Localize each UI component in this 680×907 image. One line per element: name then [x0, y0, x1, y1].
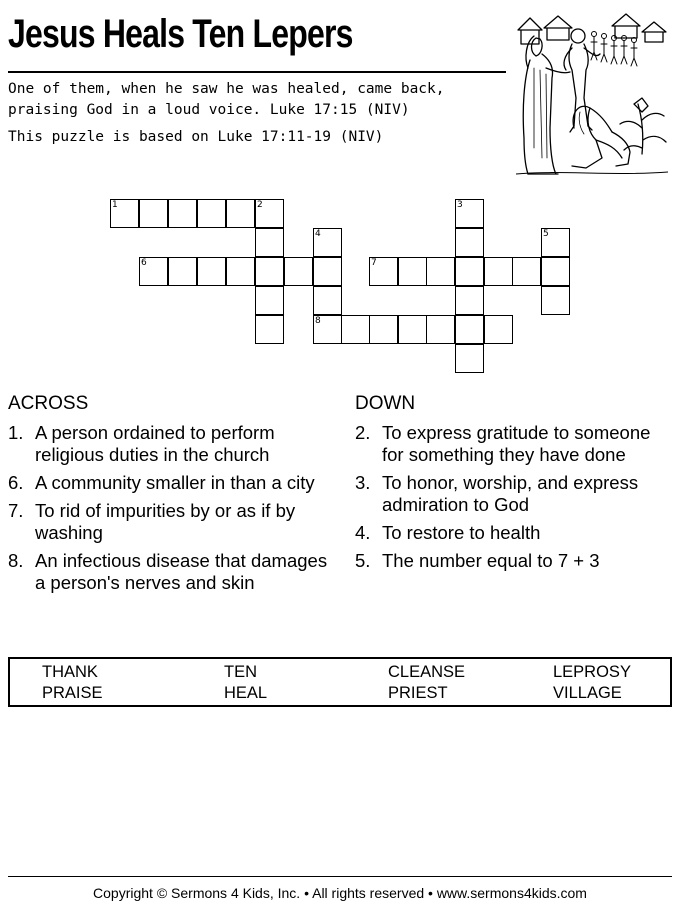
verse-line-1: One of them, when he saw he was healed, came back, — [8, 81, 445, 97]
clue-number-label: 2. — [355, 422, 371, 443]
clue-text: To honor, worship, and express admiration to God — [382, 472, 639, 515]
crossword-cell[interactable] — [369, 257, 398, 286]
crossword-cell[interactable] — [197, 257, 226, 286]
crossword-cell[interactable] — [398, 257, 427, 286]
clue-item — [355, 550, 675, 572]
crossword-cell[interactable] — [197, 199, 226, 228]
clue-number-label: 4. — [355, 522, 371, 543]
clue-number-label: 6. — [8, 472, 24, 493]
clue-item — [355, 472, 675, 516]
clue-number: 4 — [315, 229, 321, 239]
clue-item — [8, 550, 328, 594]
clue-number-label: 8. — [8, 550, 24, 571]
footer-divider — [8, 876, 672, 877]
crossword-cell[interactable] — [455, 199, 484, 228]
clue-number: 3 — [457, 200, 463, 210]
clue-text: To rid of impurities by or as if by washing — [35, 500, 296, 543]
crossword-cell[interactable] — [398, 315, 427, 344]
crossword-cell[interactable] — [455, 257, 484, 286]
crossword-cell[interactable] — [512, 257, 541, 286]
crossword-cell[interactable] — [541, 257, 570, 286]
clue-number-label: 7. — [8, 500, 24, 521]
crossword-cell[interactable] — [313, 286, 342, 315]
crossword-cell[interactable] — [168, 199, 197, 228]
clue-item — [8, 500, 328, 544]
crossword-cell[interactable] — [369, 315, 398, 344]
clue-number: 1 — [112, 200, 118, 210]
crossword-cell[interactable] — [484, 315, 513, 344]
word-bank-item: PRAISE — [42, 684, 103, 702]
word-bank-item: VILLAGE — [553, 684, 622, 702]
word-bank-item: CLEANSE — [388, 663, 466, 681]
crossword-cell[interactable] — [255, 315, 284, 344]
clue-number: 6 — [141, 258, 147, 268]
word-bank-item: TEN — [224, 663, 257, 681]
clue-item — [355, 522, 675, 544]
crossword-cell[interactable] — [541, 286, 570, 315]
copyright-footer: Copyright © Sermons 4 Kids, Inc. • All rights reserved • www.sermons4kids.com — [93, 885, 587, 901]
clue-item — [8, 472, 328, 494]
crossword-cell[interactable] — [255, 257, 284, 286]
across-heading: ACROSS — [8, 393, 89, 414]
clue-text: A person ordained to perform religious duties in the church — [35, 422, 275, 465]
crossword-cell[interactable] — [226, 199, 255, 228]
clue-number: 5 — [543, 229, 549, 239]
word-bank-item: HEAL — [224, 684, 268, 702]
crossword-cell[interactable] — [255, 199, 284, 228]
down-clues — [355, 392, 675, 578]
crossword-cell[interactable] — [541, 228, 570, 257]
clue-number-label: 3. — [355, 472, 371, 493]
crossword-cell[interactable] — [341, 315, 370, 344]
crossword-cell[interactable] — [426, 315, 455, 344]
verse-line-2: praising God in a loud voice. Luke 17:15 (NIV) — [8, 102, 410, 118]
crossword-cell[interactable] — [110, 199, 139, 228]
crossword-cell[interactable] — [426, 257, 455, 286]
clue-text: A community smaller in than a city — [35, 472, 315, 493]
crossword-cell[interactable] — [284, 257, 313, 286]
clue-text: The number equal to 7 + 3 — [382, 550, 600, 571]
crossword-cell[interactable] — [255, 286, 284, 315]
crossword-cell[interactable] — [313, 315, 342, 344]
down-heading: DOWN — [355, 393, 416, 414]
crossword-cell[interactable] — [484, 257, 513, 286]
crossword-cell[interactable] — [455, 228, 484, 257]
page-title: Jesus Heals Ten Lepers — [8, 12, 353, 56]
crossword-cell[interactable] — [255, 228, 284, 257]
crossword-cell[interactable] — [226, 257, 255, 286]
crossword-cell[interactable] — [455, 286, 484, 315]
word-bank-item: THANK — [42, 663, 98, 681]
crossword-cell[interactable] — [313, 228, 342, 257]
word-bank-item: PRIEST — [388, 684, 448, 702]
crossword-cell[interactable] — [139, 199, 168, 228]
clue-item — [355, 422, 675, 466]
crossword-cell[interactable] — [313, 257, 342, 286]
crossword-cell[interactable] — [139, 257, 168, 286]
clue-item — [8, 422, 328, 466]
clue-number-label: 1. — [8, 422, 24, 443]
word-bank — [8, 657, 672, 707]
crossword-grid — [0, 0, 680, 380]
clue-number: 7 — [371, 258, 377, 268]
clue-text: To restore to health — [382, 522, 541, 543]
crossword-cell[interactable] — [168, 257, 197, 286]
clue-text: An infectious disease that damages a person's nerves and skin — [35, 550, 328, 593]
clue-number: 2 — [257, 200, 263, 210]
clue-number: 8 — [315, 316, 321, 326]
crossword-cell[interactable] — [455, 344, 484, 373]
clue-number-label: 5. — [355, 550, 371, 571]
puzzle-basis: This puzzle is based on Luke 17:11-19 (NIV) — [8, 129, 384, 145]
crossword-cell[interactable] — [455, 315, 484, 344]
clue-text: To express gratitude to someone for something they have done — [382, 422, 651, 465]
word-bank-item: LEPROSY — [553, 663, 631, 681]
across-clues — [8, 392, 328, 600]
